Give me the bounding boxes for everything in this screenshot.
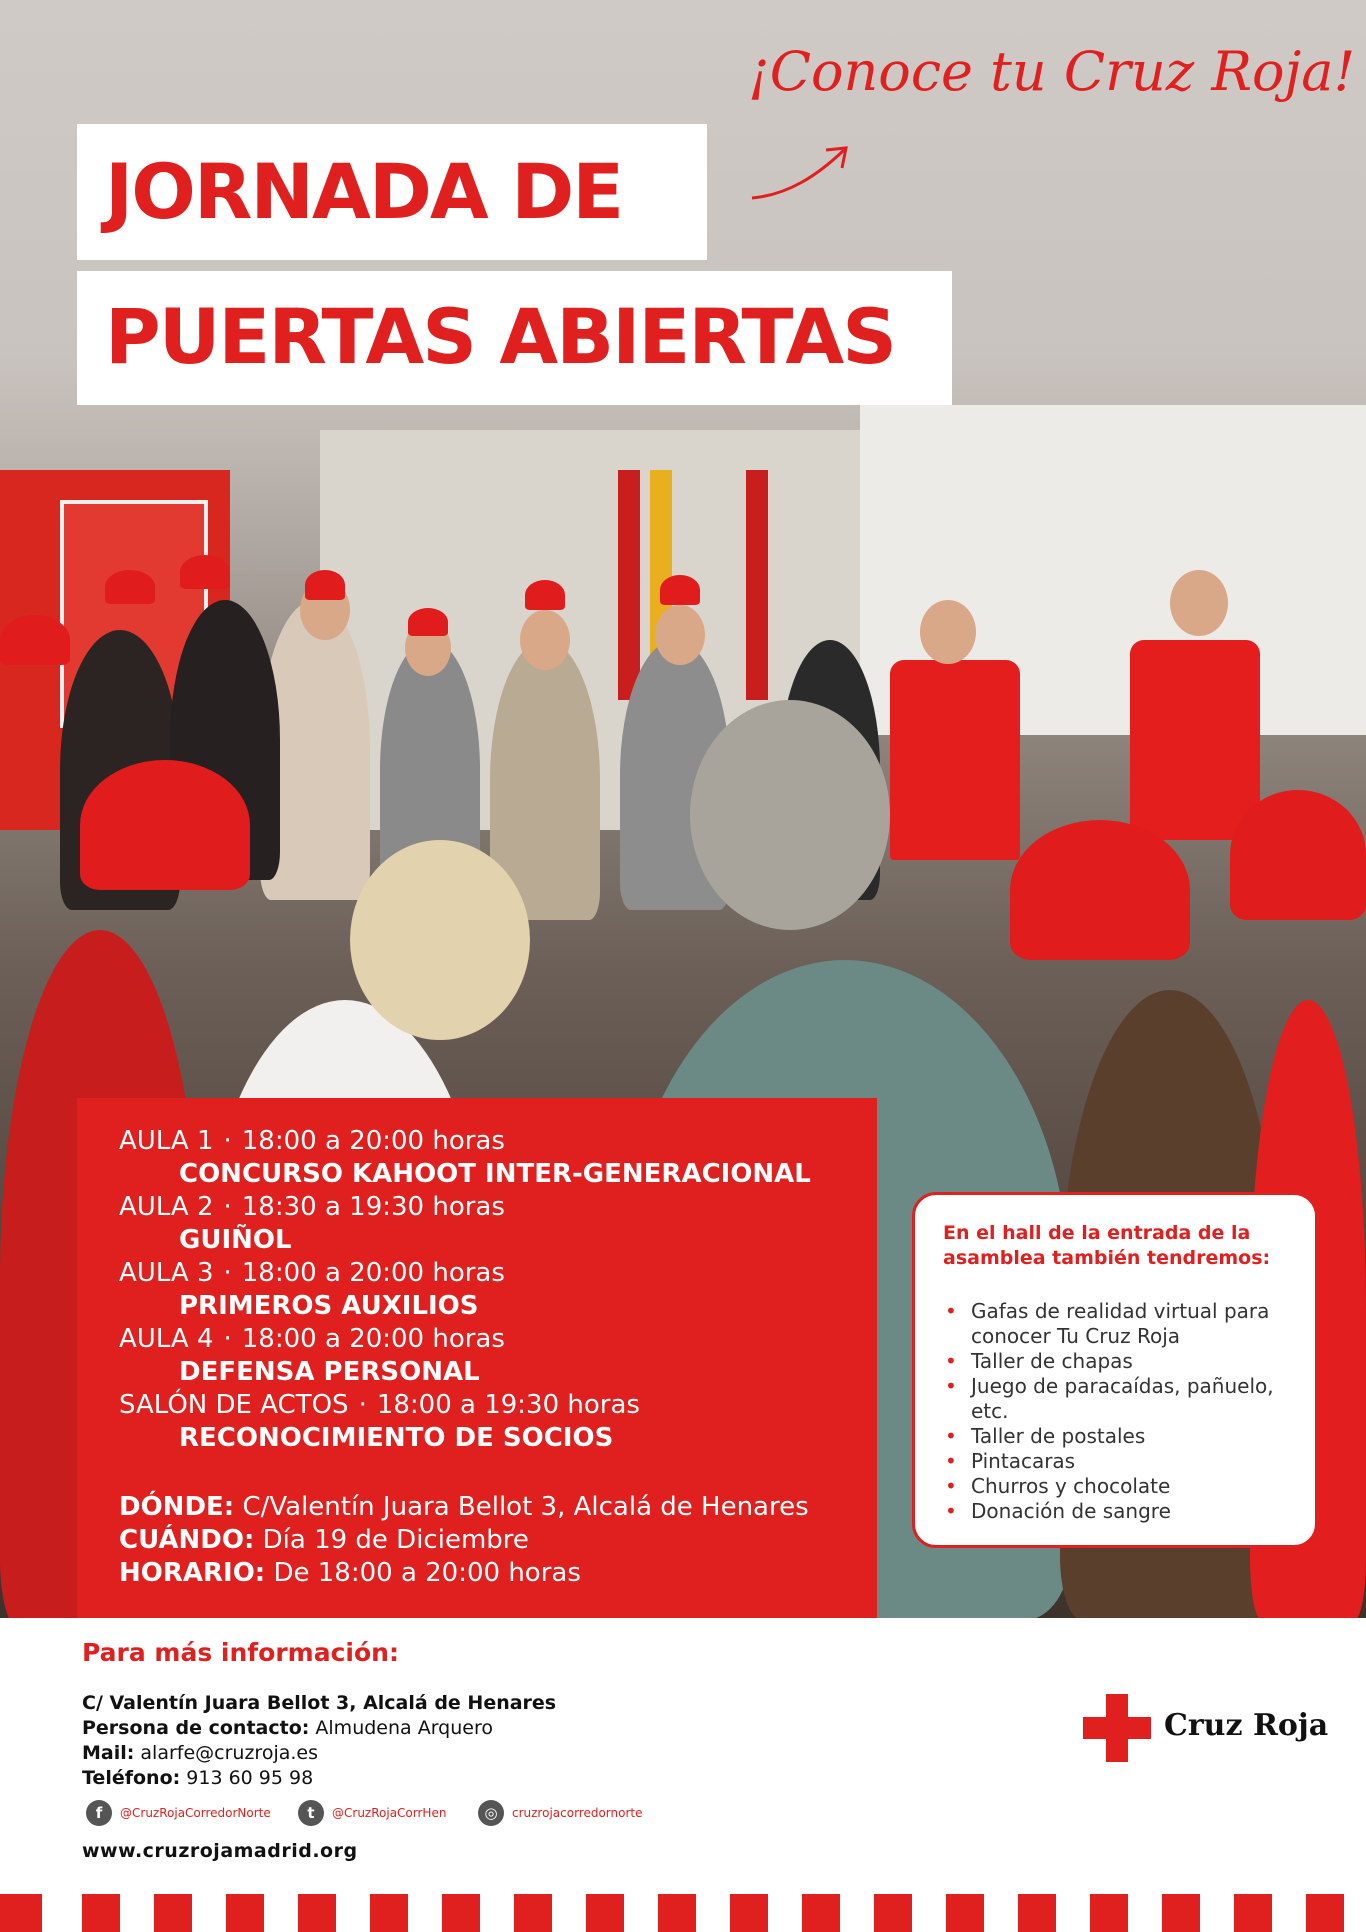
hall-list bbox=[943, 1299, 1281, 1524]
schedule-row: AULA 2 · 18:30 a 19:30 horas bbox=[119, 1192, 505, 1222]
title-box-line2 bbox=[77, 271, 952, 405]
arrow-icon bbox=[748, 140, 858, 210]
bottom-stripes bbox=[0, 1894, 1366, 1932]
schedule-row: AULA 3 · 18:00 a 20:00 horas bbox=[119, 1258, 505, 1288]
schedule-activity: RECONOCIMIENTO DE SOCIOS bbox=[179, 1423, 614, 1453]
twitter-link[interactable]: t @CruzRojaCorrHen bbox=[298, 1800, 446, 1826]
instagram-icon: ◎ bbox=[478, 1800, 504, 1826]
footer-mail: Mail: alarfe@cruzroja.es bbox=[82, 1742, 319, 1764]
page-title-line2: PUERTAS ABIERTAS bbox=[105, 292, 895, 381]
list-item: • Juego de paracaídas, pañuelo, etc. bbox=[943, 1374, 1281, 1424]
instagram-link[interactable]: ◎ cruzrojacorredornorte bbox=[478, 1800, 643, 1826]
footer-heading: Para más información: bbox=[82, 1638, 399, 1667]
page-title-line1: JORNADA DE bbox=[105, 147, 623, 236]
schedule-row: AULA 4 · 18:00 a 20:00 horas bbox=[119, 1324, 505, 1354]
footer bbox=[0, 1618, 1366, 1932]
facebook-link[interactable]: f @CruzRojaCorredorNorte bbox=[86, 1800, 271, 1826]
slogan: ¡Conoce tu Cruz Roja! bbox=[748, 40, 1356, 103]
schedule-activity: PRIMEROS AUXILIOS bbox=[179, 1291, 479, 1321]
when-line: CUÁNDO: Día 19 de Diciembre bbox=[119, 1525, 529, 1555]
schedule-row: SALÓN DE ACTOS · 18:00 a 19:30 horas bbox=[119, 1390, 640, 1420]
schedule-activity: GUIÑOL bbox=[179, 1225, 292, 1255]
schedule-activity: DEFENSA PERSONAL bbox=[179, 1357, 480, 1387]
footer-contact: Persona de contacto: Almudena Arquero bbox=[82, 1717, 493, 1739]
schedule-row: AULA 1 · 18:00 a 20:00 horas bbox=[119, 1126, 505, 1156]
list-item: • Donación de sangre bbox=[943, 1499, 1281, 1524]
schedule-activity: CONCURSO KAHOOT INTER-GENERACIONAL bbox=[179, 1159, 811, 1189]
cruz-roja-logo bbox=[1082, 1690, 1329, 1770]
schedule-panel bbox=[77, 1098, 877, 1618]
list-item: • Churros y chocolate bbox=[943, 1474, 1281, 1499]
website-link[interactable]: www.cruzrojamadrid.org bbox=[82, 1840, 358, 1862]
mail-link[interactable]: alarfe@cruzroja.es bbox=[140, 1742, 319, 1764]
hall-activities-box bbox=[912, 1192, 1318, 1548]
hall-title: En el hall de la entrada de la asamblea también tendremos: bbox=[943, 1222, 1271, 1269]
hours-line: HORARIO: De 18:00 a 20:00 horas bbox=[119, 1558, 581, 1588]
title-box-line1 bbox=[77, 124, 707, 260]
list-item: • Gafas de realidad virtual para conocer Tu Cruz Roja bbox=[943, 1299, 1281, 1349]
list-item: • Pintacaras bbox=[943, 1449, 1281, 1474]
facebook-icon: f bbox=[86, 1800, 112, 1826]
list-item: • Taller de chapas bbox=[943, 1349, 1281, 1374]
list-item: • Taller de postales bbox=[943, 1424, 1281, 1449]
twitter-icon: t bbox=[298, 1800, 324, 1826]
footer-address: C/ Valentín Juara Bellot 3, Alcalá de Henares bbox=[82, 1692, 557, 1714]
logo-name: Cruz Roja bbox=[1164, 1708, 1329, 1743]
where-line: DÓNDE: C/Valentín Juara Bellot 3, Alcalá de Henares bbox=[119, 1492, 809, 1522]
footer-phone: Teléfono: 913 60 95 98 bbox=[82, 1767, 314, 1789]
